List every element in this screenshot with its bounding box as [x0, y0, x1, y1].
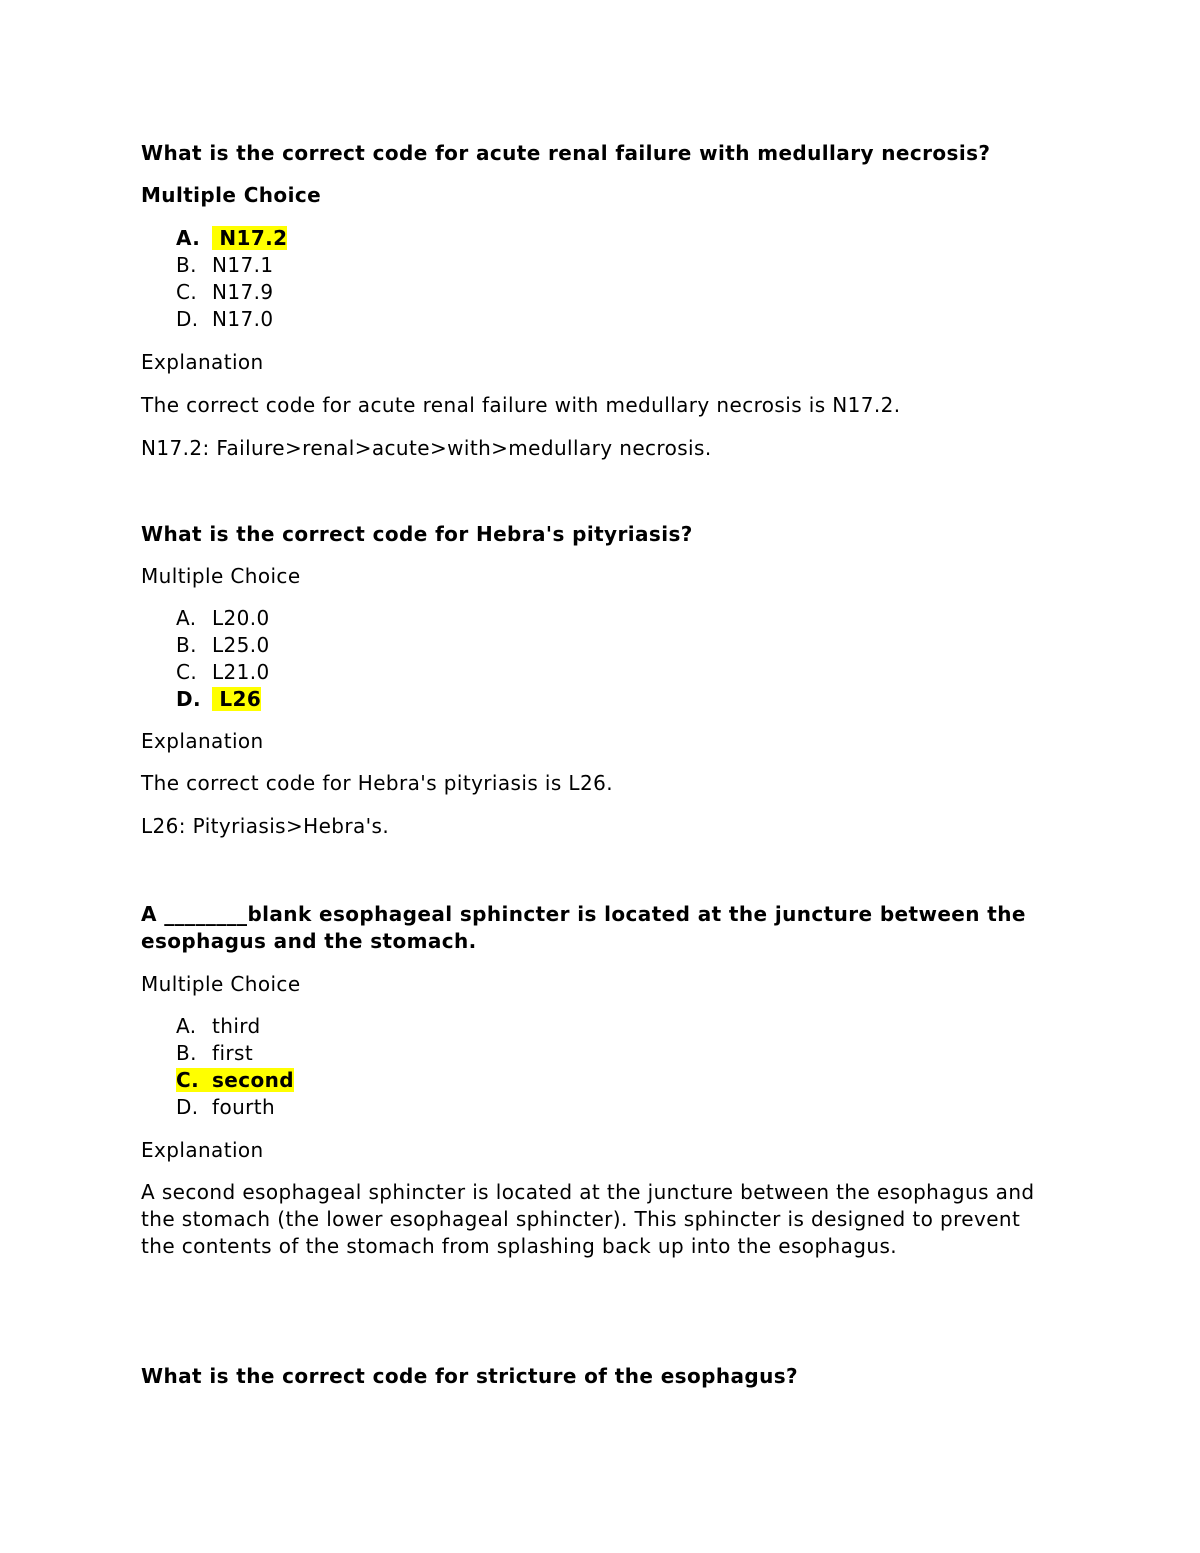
option-letter: B.	[176, 633, 197, 657]
question-block-2	[141, 521, 1041, 840]
option-item	[176, 686, 1041, 713]
explanation-text: A second esophageal sphincter is located at the juncture between the esophagus and the stomach (the lower esophageal sphincter). This sphincter is designed to prevent the contents of the stomach from splashing back up into the esophagus.	[141, 1180, 1035, 1258]
option-highlight	[176, 1068, 294, 1092]
option-letter: B.	[176, 253, 197, 277]
option-item	[176, 306, 1041, 333]
option-letter: B.	[176, 1041, 197, 1065]
option-item	[176, 279, 1041, 306]
question-block-3	[141, 901, 1041, 1260]
option-item	[176, 1094, 1041, 1121]
option-letter: A.	[176, 1014, 197, 1038]
option-text: second	[212, 1068, 295, 1092]
multiple-choice-label: Multiple Choice	[141, 183, 322, 207]
option-text: N17.9	[212, 280, 274, 304]
option-item	[176, 1040, 1041, 1067]
option-text: third	[212, 1014, 261, 1038]
option-text: L20.0	[212, 606, 270, 630]
option-item	[176, 632, 1041, 659]
options-list	[141, 605, 1041, 713]
options-list	[141, 225, 1041, 333]
option-item	[176, 225, 1041, 252]
option-letter: C.	[176, 1068, 200, 1092]
options-list	[141, 1013, 1041, 1121]
option-item	[176, 1067, 1041, 1094]
explanation-text: The correct code for acute renal failure with medullary necrosis is N17.2.	[141, 393, 901, 417]
option-letter: D.	[176, 307, 199, 331]
option-text: fourth	[212, 1095, 276, 1119]
option-text: L21.0	[212, 660, 270, 684]
multiple-choice-label: Multiple Choice	[141, 972, 301, 996]
explanation-label: Explanation	[141, 350, 264, 374]
option-letter: D.	[176, 687, 201, 711]
explanation-text: The correct code for Hebra's pityriasis is L26.	[141, 771, 613, 795]
multiple-choice-label: Multiple Choice	[141, 564, 301, 588]
option-item	[176, 605, 1041, 632]
option-letter: A.	[176, 606, 197, 630]
option-item	[176, 252, 1041, 279]
option-letter: A.	[176, 226, 201, 250]
question-block-4	[141, 1363, 1041, 1390]
option-letter: D.	[176, 1095, 199, 1119]
question-text: What is the correct code for Hebra's pityriasis?	[141, 522, 693, 546]
question-text: What is the correct code for stricture of the esophagus?	[141, 1364, 799, 1388]
option-text: L25.0	[212, 633, 270, 657]
question-text: What is the correct code for acute renal failure with medullary necrosis?	[141, 141, 991, 165]
explanation-text: L26: Pityriasis>Hebra's.	[141, 814, 390, 838]
option-text: N17.0	[212, 307, 274, 331]
explanation-label: Explanation	[141, 729, 264, 753]
option-text: first	[212, 1041, 254, 1065]
option-item	[176, 659, 1041, 686]
option-letter: C.	[176, 660, 198, 684]
question-block-1	[141, 140, 1041, 462]
option-letter: C.	[176, 280, 198, 304]
option-text: L26	[212, 687, 261, 711]
explanation-text: N17.2: Failure>renal>acute>with>medullary necrosis.	[141, 436, 712, 460]
option-text: N17.1	[212, 253, 274, 277]
question-text: A ________blank esophageal sphincter is located at the juncture between the esophagus and the stomach.	[141, 902, 1026, 953]
option-item	[176, 1013, 1041, 1040]
option-text: N17.2	[212, 226, 287, 250]
explanation-label: Explanation	[141, 1138, 264, 1162]
